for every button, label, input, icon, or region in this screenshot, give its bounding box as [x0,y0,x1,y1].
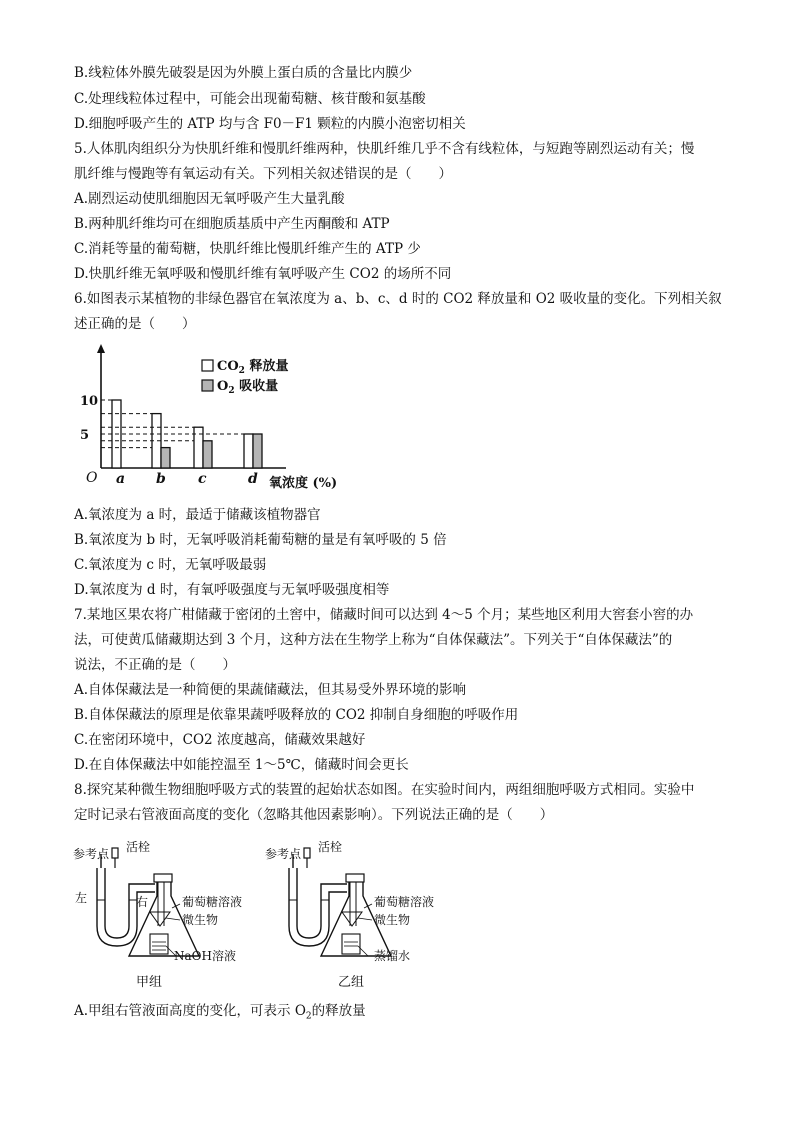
group-b-label: 乙组 [338,975,365,990]
y-tick-label: 5 [80,428,90,443]
o2-bar-d [253,434,262,468]
co2-bar-c [194,427,203,468]
text-line: A.剧烈运动使肌细胞因无氧呼吸产生大量乳酸 [74,191,345,207]
text-line-last-tail: 的释放量 [311,1003,366,1019]
naoh-label: NaOH溶液 [174,949,236,963]
apparatus-group-b [262,834,462,992]
o2-bar-c [203,441,212,468]
text-line: 5.人体肌肉组织分为快肌纤维和慢肌纤维两种，快肌纤维几乎不含有线粒体，与短跑等剧烈运动有关；慢 [74,141,695,157]
text-line: 定时记录右管液面高度的变化（忽略其他因素影响）。下列说法正确的是（ ） [74,807,554,823]
text-line: 肌纤维与慢跑等有氧运动有关。下列相关叙述错误的是（ ） [74,166,452,182]
text-line: 7.某地区果农将广柑储藏于密闭的土窖中，储藏时间可以达到 4～5 个月；某些地区利用大窖套小窖的办 [74,607,694,623]
o2-bar-b [161,448,170,468]
text-line: C.消耗等量的葡萄糖，快肌纤维比慢肌纤维产生的 ATP 少 [74,241,421,257]
text-line: C.氧浓度为 c 时，无氧呼吸最弱 [74,557,267,573]
x-axis-label: 氧浓度 (%) [269,476,338,491]
text-line-last-main: A.甲组右管液面高度的变化，可表示 O [74,1003,306,1019]
text-line: D.快肌纤维无氧呼吸和慢肌纤维有氧呼吸产生 CO2 的场所不同 [74,266,452,282]
microbe-label: 微生物 [374,913,411,927]
microbe-label: 微生物 [182,913,219,927]
glucose-label: 葡萄糖溶液 [374,895,435,909]
text-line: D.在自体保藏法中如能控温至 1～5℃，储藏时间会更长 [74,757,409,773]
text-line: 法，可使黄瓜储藏期达到 3 个月，这种方法在生物学上称为“自体保藏法”。下列关于“自体保藏法”的 [74,632,673,648]
right-side-label: 右 [136,895,149,909]
y-tick-label: 10 [80,394,99,409]
text-line: 说法，不正确的是（ ） [74,657,236,673]
apparatus-group-a [70,834,270,992]
text-line: 6.如图表示某植物的非绿色器官在氧浓度为 a、b、c、d 时的 CO2 释放量和 O2 吸收量的变化。下列相关叙 [74,291,722,307]
group-a-label: 甲组 [136,975,163,990]
text-line: C.处理线粒体过程中，可能会出现葡萄糖、核苷酸和氨基酸 [74,91,426,107]
text-line: B.线粒体外膜先破裂是因为外膜上蛋白质的含量比内膜少 [74,65,413,81]
text-line: B.两种肌纤维均可在细胞质基质中产生丙酮酸和 ATP [74,216,390,232]
text-line-last [74,1002,366,1026]
text-line: D.细胞呼吸产生的 ATP 均与含 F0－F1 颗粒的内膜小泡密切相关 [74,116,466,132]
oxygen-chart [76,342,366,500]
legend-co2-label: $CO_2$ 释放量 [217,359,289,376]
glucose-label: 葡萄糖溶液 [182,895,243,909]
left-side-label: 左 [75,891,88,905]
text-line-last-sub: 2 [305,1011,312,1022]
x-category-label: b [156,471,166,487]
text-line: A.自体保藏法是一种简便的果蔬储藏法，但其易受外界环境的影响 [74,682,467,698]
water-label: 蒸馏水 [374,949,411,963]
text-line: B.氧浓度为 b 时，无氧呼吸消耗葡萄糖的量是有氧呼吸的 5 倍 [74,532,447,548]
text-line: D.氧浓度为 d 时，有氧呼吸强度与无氧呼吸强度相等 [74,582,390,598]
legend-o2-label: $O_2$ 吸收量 [217,379,279,396]
valve-label: 活栓 [126,840,151,854]
text-line: A.氧浓度为 a 时，最适于储藏该植物器官 [74,507,321,523]
chart-legend [202,358,288,396]
legend-o2-swatch [202,380,213,391]
x-category-label: a [116,471,126,487]
valve-label: 活栓 [318,840,343,854]
text-line: 述正确的是（ ） [74,316,196,332]
legend-co2-swatch [202,360,213,371]
origin-label: O [86,470,98,486]
text-line: 8.探究某种微生物细胞呼吸方式的装置的起始状态如图。在实验时间内，两组细胞呼吸方式相同。实验中 [74,782,695,798]
x-category-label: d [248,471,258,487]
x-category-label: c [198,471,207,487]
ref-point-label: 参考点 [73,847,110,861]
text-line: C.在密闭环境中，CO2 浓度越高，储藏效果越好 [74,732,366,748]
co2-bar-d [244,434,253,468]
ref-point-label: 参考点 [265,847,302,861]
text-line: B.自体保藏法的原理是依靠果蔬呼吸释放的 CO2 抑制自身细胞的呼吸作用 [74,707,519,723]
